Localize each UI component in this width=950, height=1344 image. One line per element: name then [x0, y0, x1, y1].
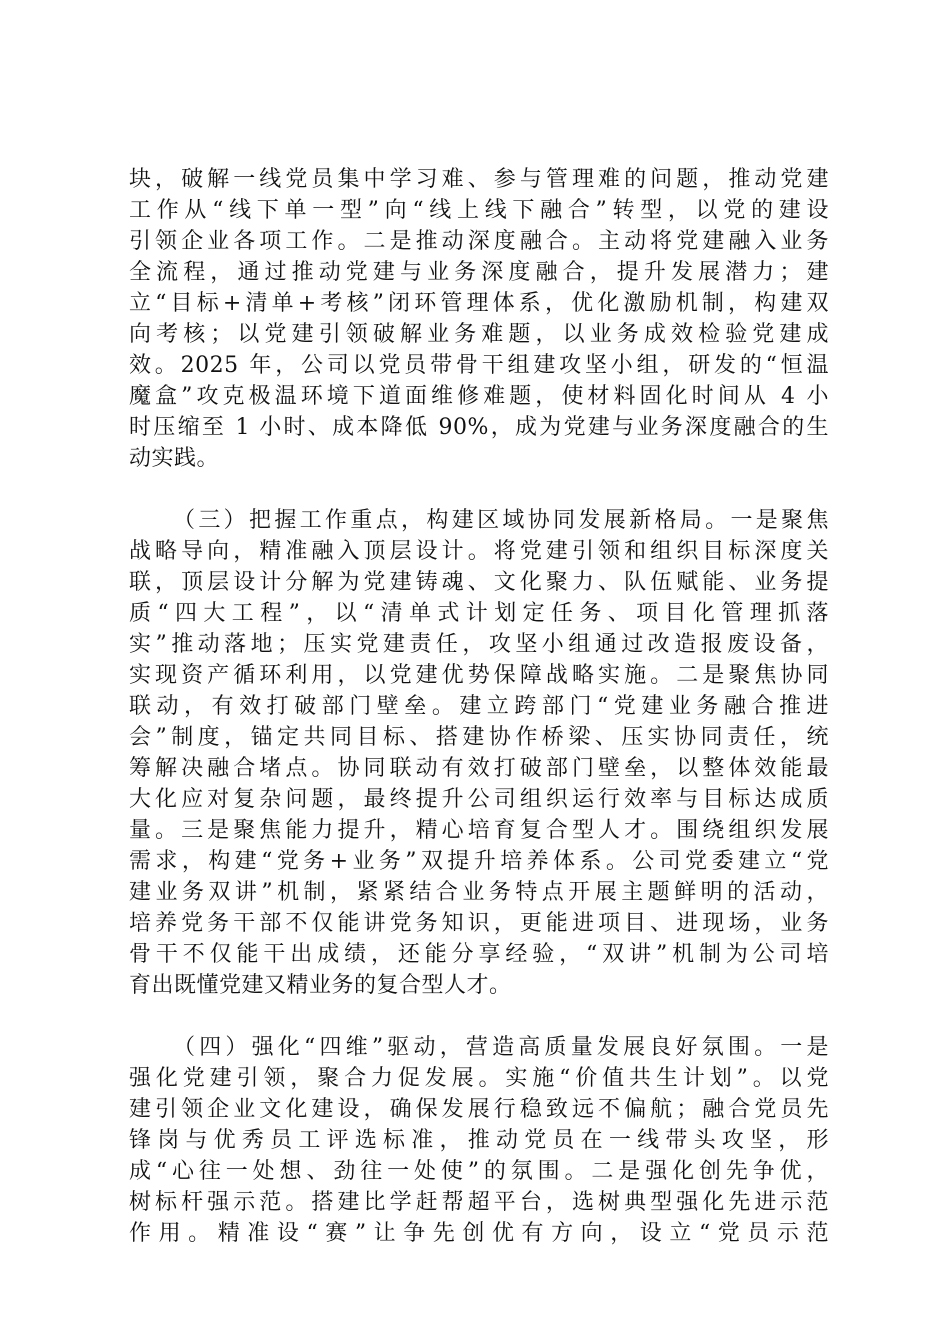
text-line: 锋岗与优秀员工评选标准，推动党员在一线带头攻坚，形 — [129, 1128, 829, 1153]
text-line: 战略导向，精准融入顶层设计。将党建引领和组织目标深度关 — [129, 539, 829, 564]
text-line: 建引领企业文化建设，确保发展行稳致远不偏航；融合党员先 — [129, 1097, 829, 1122]
text-line: （三）把握工作重点，构建区域协同发展新格局。一是聚焦 — [173, 508, 829, 533]
text-line: 工作从“线下单一型”向“线上线下融合”转型，以党的建设 — [129, 198, 829, 223]
text-line: 引领企业各项工作。二是推动深度融合。主动将党建融入业务 — [129, 229, 829, 254]
paragraph-spacer — [129, 1001, 829, 1032]
text-line: 成“心往一处想、劲往一处使”的氛围。二是强化创先争优， — [129, 1159, 829, 1184]
text-line: 立“目标+清单+考核”闭环管理体系，优化激励机制，构建双 — [129, 291, 829, 316]
text-line: 块，破解一线党员集中学习难、参与管理难的问题，推动党建 — [129, 167, 829, 192]
text-line: 作用。精准设“赛”让争先创优有方向，设立“党员示范 — [129, 1221, 829, 1246]
paragraph-spacer — [129, 474, 829, 505]
text-line: 质“四大工程”，以“清单式计划定任务、项目化管理抓落 — [129, 601, 829, 626]
text-line: 实现资产循环利用，以党建优势保障战略实施。二是聚焦协同 — [129, 663, 829, 688]
text-line: 效。2025 年，公司以党员带骨干组建攻坚小组，研发的“恒温 — [129, 353, 829, 378]
text-line: 大化应对复杂问题，最终提升公司组织运行效率与目标达成质 — [129, 787, 829, 812]
text-line: 全流程，通过推动党建与业务深度融合，提升发展潜力；建 — [129, 260, 829, 285]
text-line: 联动，有效打破部门壁垒。建立跨部门“党建业务融合推进 — [129, 694, 829, 719]
text-line: （四）强化“四维”驱动，营造高质量发展良好氛围。一是 — [173, 1035, 829, 1060]
text-line: 育出既懂党建又精业务的复合型人才。 — [129, 973, 512, 998]
text-line: 向考核；以党建引领破解业务难题，以业务成效检验党建成 — [129, 322, 829, 347]
text-line: 会”制度，锚定共同目标、搭建协作桥梁、压实协同责任，统 — [129, 725, 829, 750]
paragraph — [129, 505, 829, 1001]
text-line: 实”推动落地；压实党建责任，攻坚小组通过改造报废设备， — [129, 632, 829, 657]
document-body — [129, 164, 829, 1249]
text-line: 联，顶层设计分解为党建铸魂、文化聚力、队伍赋能、业务提 — [129, 570, 829, 595]
text-line: 筹解决融合堵点。协同联动有效打破部门壁垒，以整体效能最 — [129, 756, 829, 781]
text-line: 时压缩至 1 小时、成本降低 90%，成为党建与业务深度融合的生 — [129, 415, 829, 440]
text-line: 魔盒”攻克极温环境下道面维修难题，使材料固化时间从 4 小 — [129, 384, 829, 409]
paragraph — [129, 1032, 829, 1249]
text-line: 骨干不仅能干出成绩，还能分享经验，“双讲”机制为公司培 — [129, 942, 829, 967]
text-line: 强化党建引领，聚合力促发展。实施“价值共生计划”。以党 — [129, 1066, 829, 1091]
text-line: 动实践。 — [129, 446, 220, 471]
text-line: 树标杆强示范。搭建比学赶帮超平台，选树典型强化先进示范 — [129, 1190, 829, 1215]
paragraph — [129, 164, 829, 474]
text-line: 量。三是聚焦能力提升，精心培育复合型人才。围绕组织发展 — [129, 818, 829, 843]
text-line: 需求，构建“党务+业务”双提升培养体系。公司党委建立“党 — [129, 849, 829, 874]
text-line: 建业务双讲”机制，紧紧结合业务特点开展主题鲜明的活动， — [129, 880, 829, 905]
text-line: 培养党务干部不仅能讲党务知识，更能进项目、进现场，业务 — [129, 911, 829, 936]
